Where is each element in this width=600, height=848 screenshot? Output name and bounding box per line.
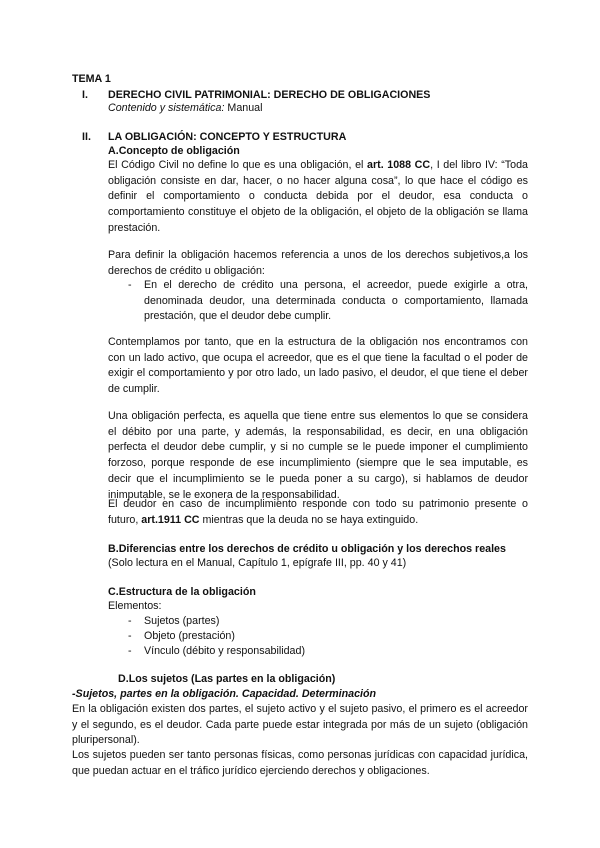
section-1-number: I. xyxy=(82,89,88,101)
p5-text-start: El deudor en caso de incumplimiento responde con todo su patrimonio presente o futuro, xyxy=(108,498,528,526)
paragraph-concept-definition xyxy=(108,158,528,237)
paragraph-active-passive: Contemplamos por tanto, que en la estructura de la obligación nos encontramos con con un lado activo, que ocupa el acreedor, que es el que tiene la facultad o el poder de exigir el comportamiento y por otro lado, un lado pasivo, el deudor, el que tiene el deber de cumplir. xyxy=(108,336,528,396)
section-1-title: DERECHO CIVIL PATRIMONIAL: DERECHO DE OBLIGACIONES xyxy=(108,89,431,101)
subsection-d-title: D.Los sujetos (Las partes en la obligación) xyxy=(118,673,336,685)
list-item: Objeto (prestación) xyxy=(144,630,235,642)
p1-text-start: El Código Civil no define lo que es una obligación, el xyxy=(108,159,368,171)
paragraph-subjective-rights: Para definir la obligación hacemos referencia a unos de los derechos subjetivos,a los derechos de crédito u obligación: xyxy=(108,249,528,277)
list-item: Vínculo (débito y responsabilidad) xyxy=(144,645,306,657)
bullet-dash: - xyxy=(128,279,132,291)
list-item-dash: - xyxy=(128,645,132,657)
paragraph-patrimonial-liability xyxy=(108,497,528,528)
p5-text-end: mientras que la deuda no se haya extinguido. xyxy=(199,513,419,526)
section-1-subtitle-label: Contenido y sistemática: xyxy=(108,102,225,114)
section-2-title: LA OBLIGACIÓN: CONCEPTO Y ESTRUCTURA xyxy=(108,131,347,143)
article-reference-1911: art.1911 CC xyxy=(141,513,200,526)
subsection-c-title: C.Estructura de la obligación xyxy=(108,586,256,598)
list-item-dash: - xyxy=(128,615,132,627)
section-1-subtitle xyxy=(108,102,262,115)
list-item-dash: - xyxy=(128,630,132,642)
bullet-credit-right: En el derecho de crédito una persona, el acreedor, puede exigirle a otra, denominada deudor, una determinada conducta o comportamiento, llamada prestación, que el deudor debe cumplir. xyxy=(144,279,528,323)
subsection-b-title: B.Diferencias entre los derechos de crédito u obligación y los derechos reales xyxy=(108,543,506,555)
section-1-subtitle-value: Manual xyxy=(227,102,263,114)
paragraph-persons: Los sujetos pueden ser tanto personas físicas, como personas jurídicas con capacidad jurídica, que puedan actuar en el tráfico jurídico ejerciendo derechos y obligaciones. xyxy=(72,749,528,777)
tema-heading: TEMA 1 xyxy=(72,73,111,85)
subsection-d-subtitle: -Sujetos, partes en la obligación. Capacidad. Determinación xyxy=(72,688,377,700)
subsection-a-title: A.Concepto de obligación xyxy=(108,145,240,157)
p1-text-end: , I del libro IV: “Toda obligación consiste en dar, hacer, o no hacer alguna cosa”, lo que hace el código es definir el comportamiento o conducta debida por el deudor, esa conducta o comportamiento constituye el objeto de la obligación, el objeto de la obligación se llama prestación. xyxy=(108,159,528,234)
list-item: Sujetos (partes) xyxy=(144,615,220,627)
elements-intro: Elementos: xyxy=(108,600,162,612)
subsection-b-note: (Solo lectura en el Manual, Capítulo 1, epígrafe III, pp. 40 y 41) xyxy=(108,557,407,569)
paragraph-perfect-obligation: Una obligación perfecta, es aquella que tiene entre sus elementos lo que se considera el débito por una parte, y además, la responsabilidad, es decir, en una obligación perfecta el deudor debe cumplir, y si no cumple se le puede imponer el cumplimiento forzoso, porque responde de ese incumplimiento (siempre que le sea imputable, es decir que el incumplimiento se le pueda poner a su cargo), si hablamos de deudor inimputable, se le exonera de la responsabilidad. xyxy=(108,410,528,501)
section-2-number: II. xyxy=(82,131,91,143)
paragraph-parties: En la obligación existen dos partes, el sujeto activo y el sujeto pasivo, el primero es el acreedor y el segundo, es el deudor. Cada parte puede estar integrada por más de un sujeto (obligación pluripersonal). xyxy=(72,703,528,747)
article-reference-1088: art. 1088 CC xyxy=(367,159,431,171)
